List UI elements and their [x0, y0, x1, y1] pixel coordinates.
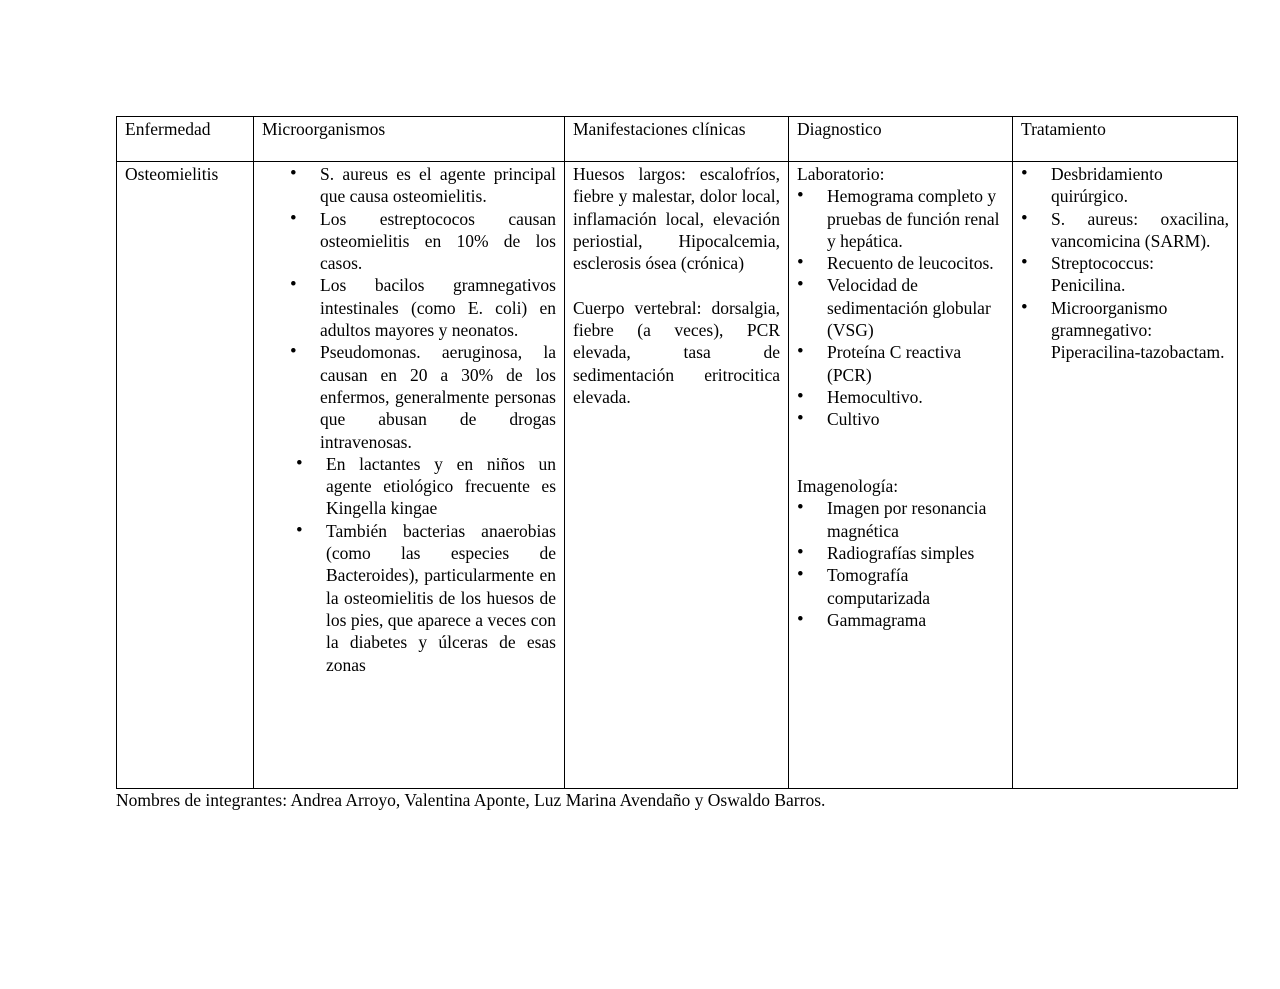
treatment-list	[1021, 163, 1229, 364]
imaging-title: Imagenología:	[797, 476, 899, 497]
list-item: • Desbridamiento quirúrgico.	[1021, 163, 1229, 208]
imaging-list	[797, 497, 1004, 631]
list-item: • Gammagrama	[797, 609, 1004, 631]
header-row	[117, 117, 1238, 162]
list-item: • Proteína C reactiva (PCR)	[797, 341, 1004, 386]
microorganisms-cell	[254, 162, 565, 789]
list-item: • Streptococcus: Penicilina.	[1021, 252, 1229, 297]
list-item: • Radiografías simples	[797, 542, 1004, 564]
list-item: • S. aureus es el agente principal que causa osteomielitis.	[262, 163, 556, 208]
list-item: • Microorganismo gramnegativo: Piperacilina-tazobactam.	[1021, 297, 1229, 364]
diagnosis-cell	[789, 162, 1013, 789]
manifestations-cell	[565, 162, 789, 789]
manifestation-vertebral-body: Cuerpo vertebral: dorsalgia, fiebre (a veces), PCR elevada, tasa de sedimentación eritrocitica elevada.	[573, 297, 780, 407]
list-item: • Recuento de leucocitos.	[797, 252, 1004, 274]
header-cell-treatment: Tratamiento	[1013, 117, 1238, 162]
disease-name: Osteomielitis	[125, 164, 219, 184]
list-item: • Hemocultivo.	[797, 386, 1004, 408]
list-item: • En lactantes y en niños un agente etiológico frecuente es Kingella kingae	[262, 453, 556, 520]
list-item: • Los bacilos gramnegativos intestinales (como E. coli) en adultos mayores y neonatos.	[262, 274, 556, 341]
header-cell-disease: Enfermedad	[117, 117, 254, 162]
list-item: • Tomografía computarizada	[797, 564, 1004, 609]
list-item: • Cultivo	[797, 408, 1004, 430]
list-item: • Imagen por resonancia magnética	[797, 497, 1004, 542]
disease-cell	[117, 162, 254, 789]
osteomyelitis-table	[116, 116, 1238, 789]
list-item: • Hemograma completo y pruebas de función renal y hepática.	[797, 185, 1004, 252]
manifestation-long-bones: Huesos largos: escalofríos, fiebre y malestar, dolor local, inflamación local, elevación periostial, Hipocalcemia, esclerosis ósea (crónica)	[573, 164, 780, 274]
list-item: • Los estreptococos causan osteomielitis en 10% de los casos.	[262, 208, 556, 275]
header-cell-manifestations: Manifestaciones clínicas	[565, 117, 789, 162]
list-item: • Velocidad de sedimentación globular (VSG)	[797, 274, 1004, 341]
list-item: • También bacterias anaerobias (como las especies de Bacteroides), particularmente en la osteomielitis de los huesos de los pies, que aparece a veces con la diabetes y úlceras de esas zonas	[262, 520, 556, 676]
list-item: • S. aureus: oxacilina, vancomicina (SARM).	[1021, 208, 1229, 253]
treatment-cell	[1013, 162, 1238, 789]
list-item: • Pseudomonas. aeruginosa, la causan en 20 a 30% de los enfermos, generalmente personas que abusan de drogas intravenosas.	[262, 341, 556, 452]
table-row	[117, 162, 1238, 789]
lab-title: Laboratorio:	[797, 164, 885, 184]
header-cell-microorganisms: Microorganismos	[254, 117, 565, 162]
lab-list	[797, 185, 1004, 430]
header-cell-diagnosis: Diagnostico	[789, 117, 1013, 162]
team-members-note: Nombres de integrantes: Andrea Arroyo, Valentina Aponte, Luz Marina Avendaño y Oswaldo Barros.	[116, 790, 826, 810]
microorganisms-list	[262, 163, 556, 676]
